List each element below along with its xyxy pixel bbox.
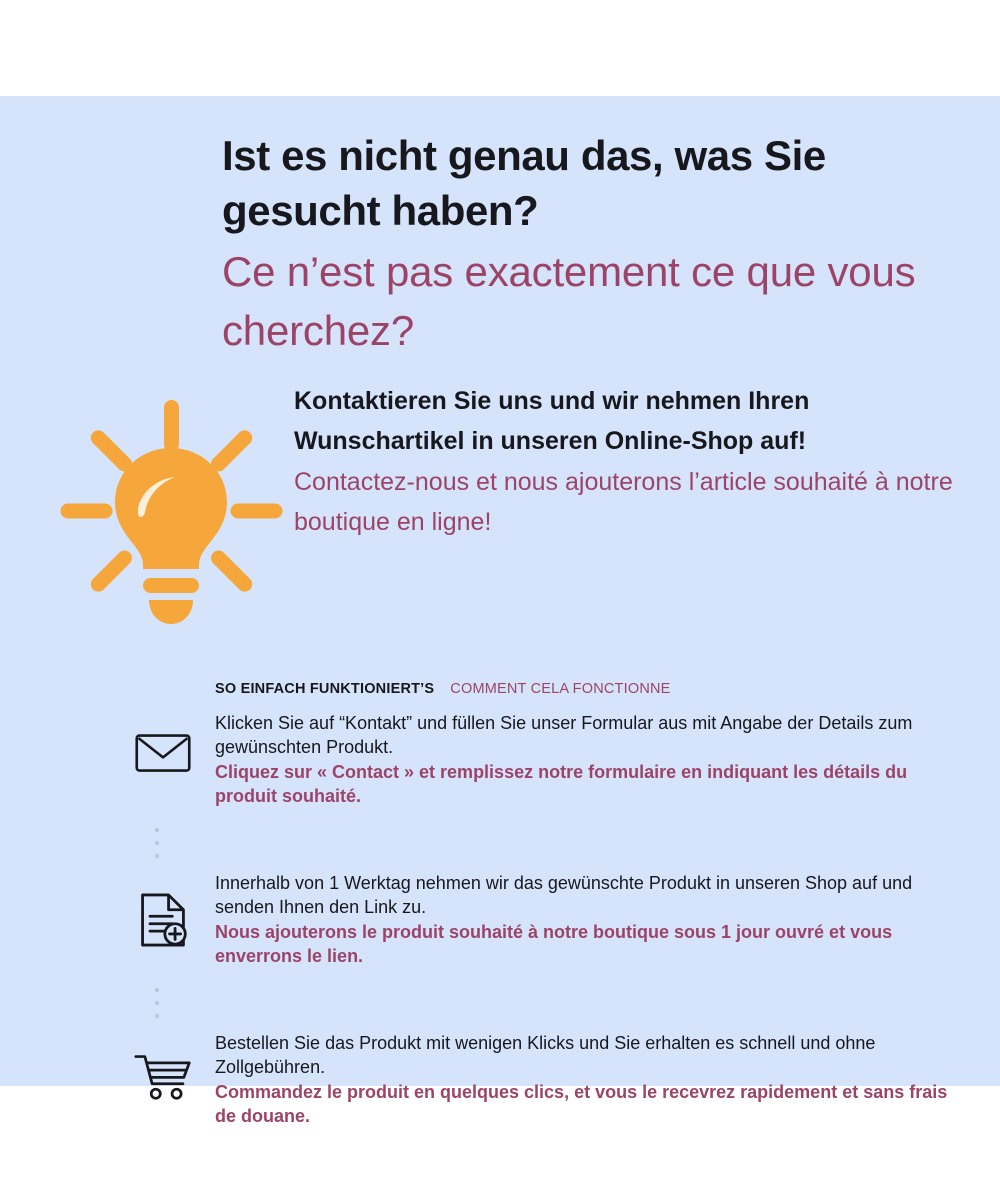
document-add-icon [110, 870, 215, 948]
headline-german: Ist es nicht genau das, was Sie gesucht haben? [222, 132, 826, 235]
list-item [110, 1030, 950, 1148]
divider-dot [155, 854, 159, 858]
step-french: Nous ajouterons le produit souhaité à notre boutique sous 1 jour ouvré et vous enverrons le lien. [215, 921, 893, 966]
dotted-divider [154, 988, 159, 1018]
step-german: Innerhalb von 1 Werktag nehmen wir das gewünschte Produkt in unseren Shop auf und senden Ihnen den Link zu. [215, 873, 913, 917]
lightbulb-icon [46, 386, 296, 636]
step-french: Cliquez sur « Contact » et remplissez notre formulaire en indiquant les détails du produit souhaité. [215, 761, 908, 806]
subhead-text [294, 382, 954, 542]
subhead-section [36, 378, 966, 648]
steps-header-french: COMMENT CELA FONCTIONNE [450, 681, 671, 697]
list-item [110, 710, 950, 828]
envelope-icon [110, 710, 215, 774]
divider-dot [155, 841, 159, 845]
divider-dot [155, 1014, 159, 1018]
shopping-cart-icon [110, 1030, 215, 1101]
step-text [215, 710, 950, 809]
list-item [110, 870, 950, 988]
steps-header [215, 681, 671, 697]
headline-french: Ce n’est pas exactement ce que vous cherchez? [222, 247, 916, 354]
divider-dot [155, 988, 159, 992]
step-text [215, 870, 950, 969]
step-german: Bestellen Sie das Produkt mit wenigen Klicks und Sie erhalten es schnell und ohne Zollgebühren. [215, 1033, 876, 1077]
steps-header-german: SO EINFACH FUNKTIONIERT’S [215, 681, 435, 697]
subhead-german: Kontaktieren Sie uns und wir nehmen Ihren Wunschartikel in unseren Online-Shop auf! [294, 387, 810, 455]
headline-block [222, 128, 942, 360]
divider-dot [155, 828, 159, 832]
step-connector [110, 828, 950, 870]
subhead-french: Contactez-nous et nous ajouterons l’article souhaité à notre boutique en ligne! [294, 468, 953, 536]
steps-list [110, 710, 950, 1148]
dotted-divider [154, 828, 159, 858]
divider-dot [155, 1001, 159, 1005]
step-german: Klicken Sie auf “Kontakt” und füllen Sie unser Formular aus mit Angabe der Details zum gewünschten Produkt. [215, 713, 913, 757]
step-text [215, 1030, 950, 1129]
step-connector [110, 988, 950, 1030]
step-french: Commandez le produit en quelques clics, et vous le recevrez rapidement et sans frais de douane. [215, 1081, 948, 1126]
